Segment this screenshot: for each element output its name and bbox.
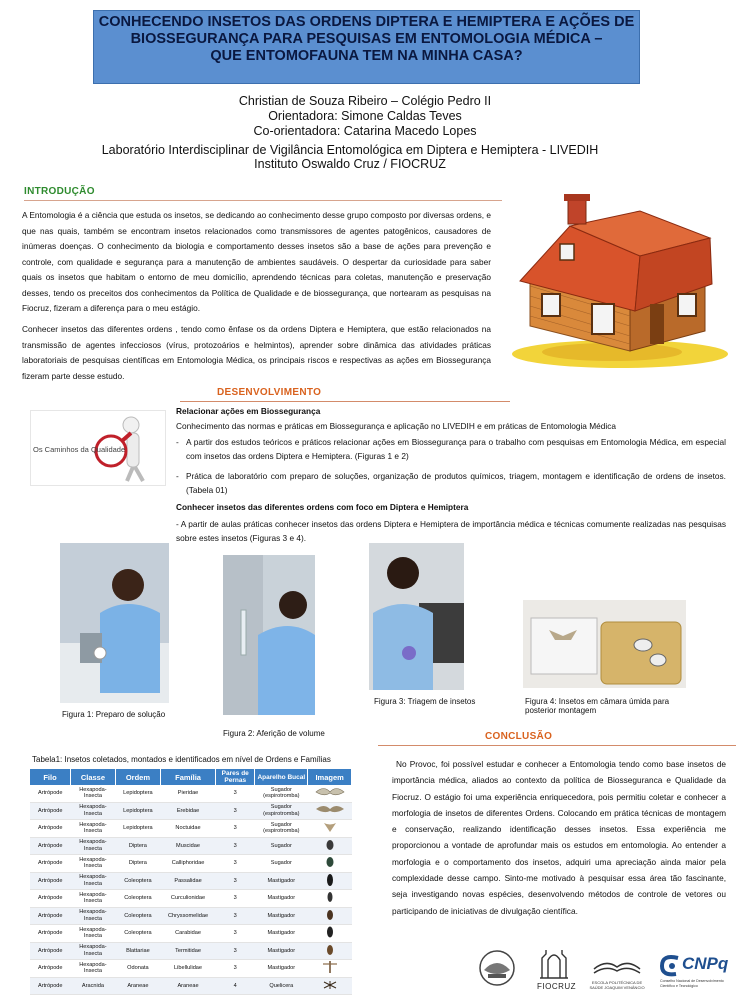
figure-3-photo [369, 543, 464, 690]
fiocruz-castle-icon [538, 944, 570, 980]
cell-aparelho-bucal: Mastigador [255, 942, 308, 960]
cell-filo: Artrópode [30, 872, 71, 890]
col-ordem: Ordem [115, 769, 160, 785]
cell-imagem [308, 802, 352, 820]
cell-pares-pernas: 3 [216, 925, 255, 943]
cell-classe: Hexapoda- Insecta [71, 925, 116, 943]
institute-line: Instituto Oswaldo Cruz / FIOCRUZ [254, 157, 446, 171]
table-row [30, 942, 352, 960]
insect-specimen-icon [314, 908, 346, 922]
cell-pares-pernas: 3 [216, 802, 255, 820]
fiocruz-logo-text: FIOCRUZ [537, 982, 577, 991]
cell-imagem [308, 820, 352, 838]
cell-imagem [308, 977, 352, 995]
cell-filo: Artrópode [30, 785, 71, 802]
insect-specimen-icon [314, 820, 346, 834]
cell-classe: Hexapoda- Insecta [71, 960, 116, 978]
col-classe: Classe [71, 769, 116, 785]
cell-imagem [308, 837, 352, 855]
figure-1-photo [60, 543, 169, 703]
table-row [30, 855, 352, 873]
cell-aparelho-bucal: Sugador (espirotromba) [255, 802, 308, 820]
author-line: Christian de Souza Ribeiro – Colégio Pedro II [238, 94, 492, 108]
conclusion-rule [378, 745, 736, 746]
col-imagem: Imagem [308, 769, 352, 785]
cell-ordem: Araneae [115, 977, 160, 995]
col-filo: Filo [30, 769, 71, 785]
cell-pares-pernas: 3 [216, 855, 255, 873]
development-title: DESENVOLVIMENTO [217, 387, 322, 398]
cell-familia: Calliphoridae [160, 855, 215, 873]
cell-familia: Termitidae [160, 942, 215, 960]
quality-logo [30, 410, 166, 486]
cell-imagem [308, 925, 352, 943]
table-header-row [30, 769, 352, 785]
cell-familia: Chryssomelidae [160, 907, 215, 925]
cell-filo: Artrópode [30, 942, 71, 960]
cell-filo: Artrópode [30, 960, 71, 978]
cell-classe: Hexapoda- Insecta [71, 820, 116, 838]
cell-filo: Artrópode [30, 802, 71, 820]
table-row [30, 977, 352, 995]
table-row [30, 837, 352, 855]
figure-1-caption: Figura 1: Preparo de solução [62, 710, 166, 719]
cell-aparelho-bucal: Sugador [255, 837, 308, 855]
bullet-dash: - [176, 471, 179, 481]
cell-imagem [308, 942, 352, 960]
cell-ordem: Coleoptera [115, 872, 160, 890]
figure-4-caption: Figura 4: Insetos em câmara úmida para posterior montagem [525, 697, 670, 715]
cell-ordem: Coleoptera [115, 925, 160, 943]
cell-filo: Artrópode [30, 837, 71, 855]
table-row [30, 960, 352, 978]
intro-paragraph-1: A Entomologia é a ciência que estuda os insetos, se dedicando ao conhecimento desse grupo composto por diversas ordens, e que nas quais, também se encontram insetos relacionados como transmissores de agentes patogênicos, causadores de inúmeras doenças. O conhecimento da biologia e comportamento desses insetos são a base de ações para prevenção e controle, com qualidade e segurança para a manutenção de ambientes saudáveis. O despertar da curiosidade para saber quais os insetos que habitam o entorno de meu domicílio, aprendendo técnicas para coletas, manutenção e preservação desses, tendo os preceitos dos conhecimentos da Política de Qualidade e de biossegurança, que nortearam as pesquisas na Fiocruz, fizeram a diferença para o meu estágio. [22, 210, 491, 313]
table-caption: Tabela1: Insetos coletados, montados e identificados em nível de Ordens e Famílias [32, 755, 331, 764]
cell-pares-pernas: 3 [216, 820, 255, 838]
table-row [30, 802, 352, 820]
dev-line-1: Conhecimento das normas e práticas em Biossegurança e aplicação no LIVEDIH e em práticas de Entomologia Médica [176, 421, 616, 431]
cell-aparelho-bucal: Mastigador [255, 890, 308, 908]
epsjv-logo-text: ESCOLA POLITÉCNICA DE SAÚDE JOAQUIM VENÂNCIO [589, 980, 645, 990]
table-row [30, 907, 352, 925]
cell-familia: Passalidae [160, 872, 215, 890]
cell-pares-pernas: 3 [216, 890, 255, 908]
insect-specimen-icon [314, 785, 346, 799]
cell-pares-pernas: 4 [216, 977, 255, 995]
cell-familia: Araneae [160, 977, 215, 995]
cell-familia: Muscidae [160, 837, 215, 855]
insect-specimen-icon [314, 873, 346, 887]
insect-specimen-icon [314, 890, 346, 904]
cell-ordem: Coleoptera [115, 907, 160, 925]
cell-familia: Curculionidae [160, 890, 215, 908]
cell-pares-pernas: 3 [216, 907, 255, 925]
figure-3-caption: Figura 3: Triagem de insetos [374, 697, 476, 706]
cell-ordem: Coleoptera [115, 890, 160, 908]
insect-specimen-icon [314, 803, 346, 817]
cnpq-logo-text: CNPq [682, 954, 729, 973]
development-rule [180, 401, 510, 402]
col-familia: Família [160, 769, 215, 785]
cell-familia: Libellulidae [160, 960, 215, 978]
cell-familia: Erebidae [160, 802, 215, 820]
title-line-3: QUE ENTOMOFAUNA TEM NA MINHA CASA? [210, 48, 523, 64]
conclusion-text: No Provoc, foi possível estudar e conhecer a Entomologia tendo como base insetos de importância médica, aliados ao contexto da política de Biosseguranca e Qualidade da Fiocruz. O estágio foi uma experiência enriquecedora, pois permitiu coletar e conhecer a morfologia de insetos de diferentes Ordens. Colocando em prática técnicas de montagem e conservação, realizando identificação desses insetos. Essa experiência me proporcionou a vontade de aprofundar mais os estudos em entomologia. Ao entender a morfologia e o comportamento dos insetos, adquiri uma apreciação ainda maior pela complexidade desse campo. Sinto-me motivado à pesquisar essa área tão fascinante, seja investigando novas espécies, desenvolvendo métodos de controle de vetores ou participando de iniciativas de divulgação científica. [392, 759, 726, 916]
insect-specimen-icon [314, 838, 346, 852]
cell-imagem [308, 855, 352, 873]
cell-imagem [308, 872, 352, 890]
cell-imagem [308, 785, 352, 802]
title-line-2: BIOSSEGURANÇA PARA PESQUISAS EM ENTOMOLOGIA MÉDICA – [130, 31, 603, 47]
cell-pares-pernas: 3 [216, 785, 255, 802]
epsjv-book-icon [592, 955, 642, 977]
dev-bullet-2: Prática de laboratório com preparo de soluções, organização de produtos químicos, triagem, montagem e identificação de ordens de insetos. (Tabela 01) [186, 471, 726, 495]
cell-aparelho-bucal: Sugador [255, 855, 308, 873]
cell-aparelho-bucal: Mastigador [255, 872, 308, 890]
cell-filo: Artrópode [30, 977, 71, 995]
title-line-1: CONHECENDO INSETOS DAS ORDENS DIPTERA E HEMIPTERA E AÇÕES DE [98, 14, 635, 30]
advisor-line: Orientadora: Simone Caldas Teves [268, 109, 462, 123]
cell-classe: Hexapoda- Insecta [71, 785, 116, 802]
intro-rule [24, 200, 502, 201]
cell-imagem [308, 890, 352, 908]
cell-familia: Noctuidae [160, 820, 215, 838]
table-row [30, 872, 352, 890]
cell-pares-pernas: 3 [216, 960, 255, 978]
house-illustration [500, 186, 740, 372]
cell-classe: Hexapoda- Insecta [71, 907, 116, 925]
dev-subtitle-1: Relacionar ações em Biossegurança [176, 406, 321, 416]
insect-specimen-icon [314, 960, 346, 974]
cell-imagem [308, 960, 352, 978]
cnpq-swirl-icon [658, 952, 682, 978]
table-row [30, 785, 352, 802]
cell-aparelho-bucal: Mastigador [255, 925, 308, 943]
figure-2-photo [223, 555, 315, 715]
dev-subtitle-2: Conhecer insetos das diferentes ordens com foco em Diptera e Hemiptera [176, 502, 469, 512]
cell-pares-pernas: 3 [216, 872, 255, 890]
table-row [30, 820, 352, 838]
cell-filo: Artrópode [30, 907, 71, 925]
cell-pares-pernas: 3 [216, 837, 255, 855]
cell-classe: Hexapoda- Insecta [71, 855, 116, 873]
title-banner [93, 10, 640, 84]
cell-filo: Artrópode [30, 820, 71, 838]
dev-bullet-1: A partir dos estudos teóricos e práticos relacionar ações em Biossegurança para o trabalho com pesquisas em Entomologia Médica, em especial com insetos das ordens Diptera e Hemiptera. (Figuras 1 e 2) [186, 437, 726, 461]
cell-ordem: Blattariae [115, 942, 160, 960]
cell-classe: Hexapoda- Insecta [71, 802, 116, 820]
cell-ordem: Lepidoptera [115, 802, 160, 820]
cell-ordem: Odonata [115, 960, 160, 978]
cell-aparelho-bucal: Sugador (espirotromba) [255, 820, 308, 838]
dev-line-2: - A partir de aulas práticas conhecer insetos das ordens Diptera e Hemiptera de importância médica e técnicas comumente realizadas nas pesquisas sobre estes insetos (Figuras 3 e 4). [176, 519, 726, 543]
insect-specimen-icon [314, 855, 346, 869]
lab-line: Laboratório Interdisciplinar de Vigilância Entomológica em Diptera e Hemiptera - LIVEDIH [101, 143, 599, 157]
figure-2-caption: Figura 2: Aferição de volume [223, 729, 325, 738]
cell-familia: Pieridae [160, 785, 215, 802]
cell-aparelho-bucal: Mastigador [255, 907, 308, 925]
cell-ordem: Diptera [115, 855, 160, 873]
insect-specimen-icon [314, 943, 346, 957]
cell-familia: Carabidae [160, 925, 215, 943]
insects-table [30, 769, 352, 995]
co-advisor-line: Co-orientadora: Catarina Macedo Lopes [253, 124, 477, 138]
intro-title: INTRODUÇÃO [24, 186, 95, 197]
cell-classe: Hexapoda- Insecta [71, 942, 116, 960]
cell-filo: Artrópode [30, 855, 71, 873]
table-row [30, 890, 352, 908]
cell-classe: Aracnida [71, 977, 116, 995]
table-row [30, 925, 352, 943]
cell-classe: Hexapoda- Insecta [71, 837, 116, 855]
bullet-dash: - [176, 437, 179, 447]
conclusion-title: CONCLUSÃO [485, 731, 553, 742]
cell-aparelho-bucal: Quelicera [255, 977, 308, 995]
cell-imagem [308, 907, 352, 925]
cell-ordem: Lepidoptera [115, 785, 160, 802]
cell-filo: Artrópode [30, 925, 71, 943]
col-pares-pernas: Pares de Pernas [216, 769, 255, 785]
table-body [30, 785, 352, 995]
cnpq-logo-subtext: Conselho Nacional de Desenvolvimento Científico e Tecnológico [660, 979, 724, 988]
figure-4-photo [523, 600, 686, 688]
insect-specimen-icon [314, 925, 346, 939]
cell-ordem: Diptera [115, 837, 160, 855]
cell-classe: Hexapoda- Insecta [71, 872, 116, 890]
cell-filo: Artrópode [30, 890, 71, 908]
insect-specimen-icon [314, 978, 346, 992]
cell-classe: Hexapoda- Insecta [71, 890, 116, 908]
seal-logo [474, 948, 520, 988]
quality-logo-text: Os Caminhos da Qualidade [33, 445, 126, 454]
intro-paragraph-2: Conhecer insetos das diferentes ordens , tendo como ênfase os da ordens Diptera e Hemiptera, que estão relacionados na transmissão de agentes infecciosos (vírus, protozoários e helmintos), aprender sobre dinâmica das atividades práticas laboratoriais de pesquisas científicas em Entomologia Médica, os principais riscos e respectivas as ações em Biossegurança fizeram parte desse estudo. [22, 324, 491, 381]
cell-pares-pernas: 3 [216, 942, 255, 960]
cell-ordem: Lepidoptera [115, 820, 160, 838]
cell-aparelho-bucal: Mastigador [255, 960, 308, 978]
col-aparelho-bucal: Aparelho Bucal [255, 769, 308, 785]
cell-aparelho-bucal: Sugador (espirotromba) [255, 785, 308, 802]
